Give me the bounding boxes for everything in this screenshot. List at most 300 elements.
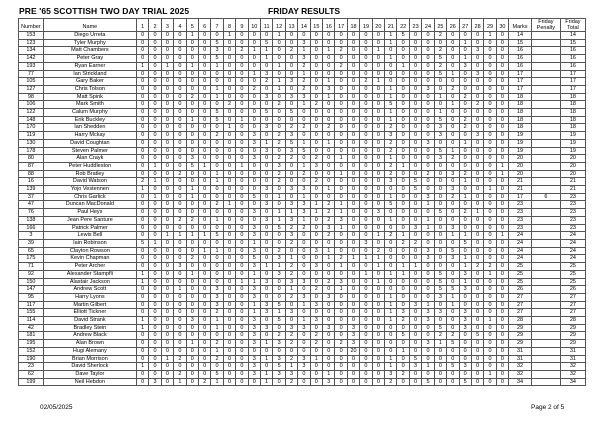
section-score-cell: 1 bbox=[397, 232, 409, 240]
section-score-cell: 0 bbox=[186, 178, 198, 186]
section-score-cell: 5 bbox=[447, 286, 459, 294]
rider-number-cell: 117 bbox=[19, 301, 44, 309]
section-score-cell: 0 bbox=[136, 232, 148, 240]
section-score-cell: 0 bbox=[298, 109, 310, 117]
marks-cell: 29 bbox=[509, 324, 532, 332]
section-score-cell: 1 bbox=[385, 355, 397, 363]
section-score-cell: 1 bbox=[385, 363, 397, 371]
section-score-cell: 0 bbox=[471, 124, 483, 132]
section-score-cell: 0 bbox=[471, 139, 483, 147]
section-score-cell: 0 bbox=[310, 309, 322, 317]
penalty-cell bbox=[531, 70, 560, 78]
section-score-cell: 0 bbox=[174, 209, 186, 217]
section-score-cell: 0 bbox=[422, 155, 434, 163]
section-score-cell: 0 bbox=[310, 116, 322, 124]
section-score-cell: 0 bbox=[360, 124, 372, 132]
section-score-cell: 0 bbox=[347, 186, 359, 194]
section-score-cell: 0 bbox=[347, 162, 359, 170]
section-score-cell: 5 bbox=[261, 109, 273, 117]
section-score-cell: 0 bbox=[347, 355, 359, 363]
section-score-cell: 1 bbox=[385, 32, 397, 40]
section-score-cell: 0 bbox=[186, 355, 198, 363]
section-score-cell: 0 bbox=[198, 370, 210, 378]
section-score-cell: 3 bbox=[459, 317, 471, 325]
section-score-cell: 1 bbox=[273, 32, 285, 40]
section-score-cell: 0 bbox=[409, 332, 421, 340]
marks-cell: 18 bbox=[509, 101, 532, 109]
section-score-cell: 1 bbox=[298, 193, 310, 201]
section-score-cell: 0 bbox=[136, 247, 148, 255]
marks-cell: 19 bbox=[509, 147, 532, 155]
penalty-cell bbox=[531, 209, 560, 217]
section-score-cell: 0 bbox=[186, 309, 198, 317]
section-score-cell: 0 bbox=[434, 363, 446, 371]
section-score-cell: 0 bbox=[285, 55, 297, 63]
section-score-cell: 0 bbox=[285, 247, 297, 255]
section-score-cell: 0 bbox=[434, 247, 446, 255]
table-row bbox=[19, 55, 586, 63]
section-score-cell: 1 bbox=[397, 263, 409, 271]
section-score-cell: 0 bbox=[161, 186, 173, 194]
section-score-cell: 3 bbox=[459, 286, 471, 294]
section-score-cell: 1 bbox=[397, 347, 409, 355]
marks-cell: 21 bbox=[509, 178, 532, 186]
section-score-cell: 5 bbox=[248, 255, 260, 263]
section-score-cell: 5 bbox=[273, 363, 285, 371]
rider-number-cell: 166 bbox=[19, 224, 44, 232]
rider-name-cell: Kevin Chapman bbox=[43, 255, 136, 263]
section-score-cell: 0 bbox=[136, 201, 148, 209]
section-score-cell: 0 bbox=[285, 85, 297, 93]
column-header-section: 30 bbox=[496, 19, 508, 32]
section-score-cell: 5 bbox=[273, 317, 285, 325]
table-row bbox=[19, 332, 586, 340]
section-score-cell: 5 bbox=[471, 332, 483, 340]
section-score-cell: 0 bbox=[484, 293, 496, 301]
section-score-cell: 0 bbox=[211, 147, 223, 155]
section-score-cell: 0 bbox=[261, 286, 273, 294]
section-score-cell: 0 bbox=[198, 270, 210, 278]
section-score-cell: 0 bbox=[198, 186, 210, 194]
section-score-cell: 1 bbox=[186, 62, 198, 70]
section-score-cell: 0 bbox=[261, 255, 273, 263]
section-score-cell: 0 bbox=[211, 124, 223, 132]
section-score-cell: 0 bbox=[484, 286, 496, 294]
section-score-cell: 0 bbox=[285, 170, 297, 178]
section-score-cell: 5 bbox=[447, 247, 459, 255]
section-score-cell: 2 bbox=[298, 224, 310, 232]
section-score-cell: 1 bbox=[198, 162, 210, 170]
marks-cell: 21 bbox=[509, 186, 532, 194]
section-score-cell: 0 bbox=[136, 286, 148, 294]
section-score-cell: 0 bbox=[261, 347, 273, 355]
section-score-cell: 0 bbox=[360, 162, 372, 170]
section-score-cell: 0 bbox=[471, 355, 483, 363]
section-score-cell: 0 bbox=[298, 32, 310, 40]
section-score-cell: 2 bbox=[385, 139, 397, 147]
total-cell: 34 bbox=[560, 378, 585, 386]
section-score-cell: 0 bbox=[397, 324, 409, 332]
section-score-cell: 0 bbox=[223, 317, 235, 325]
section-score-cell: 0 bbox=[198, 201, 210, 209]
section-score-cell: 2 bbox=[285, 332, 297, 340]
column-header-section: 9 bbox=[236, 19, 248, 32]
section-score-cell: 2 bbox=[323, 124, 335, 132]
section-score-cell: 0 bbox=[372, 147, 384, 155]
section-score-cell: 0 bbox=[223, 224, 235, 232]
rider-number-cell: 16 bbox=[19, 178, 44, 186]
rider-number-cell: 119 bbox=[19, 132, 44, 140]
marks-cell: 23 bbox=[509, 209, 532, 217]
section-score-cell: 0 bbox=[484, 85, 496, 93]
section-score-cell: 0 bbox=[385, 340, 397, 348]
section-score-cell: 0 bbox=[409, 347, 421, 355]
section-score-cell: 0 bbox=[447, 178, 459, 186]
penalty-cell bbox=[531, 332, 560, 340]
section-score-cell: 0 bbox=[149, 209, 161, 217]
section-score-cell: 0 bbox=[422, 263, 434, 271]
section-score-cell: 0 bbox=[397, 170, 409, 178]
section-score-cell: 3 bbox=[273, 370, 285, 378]
section-score-cell: 3 bbox=[285, 186, 297, 194]
section-score-cell: 0 bbox=[360, 85, 372, 93]
section-score-cell: 0 bbox=[471, 39, 483, 47]
section-score-cell: 0 bbox=[285, 162, 297, 170]
column-header-section: 13 bbox=[285, 19, 297, 32]
total-cell: 25 bbox=[560, 263, 585, 271]
section-score-cell: 0 bbox=[347, 209, 359, 217]
section-score-cell: 0 bbox=[335, 293, 347, 301]
marks-cell: 20 bbox=[509, 162, 532, 170]
section-score-cell: 0 bbox=[496, 370, 508, 378]
section-score-cell: 3 bbox=[248, 355, 260, 363]
section-score-cell: 3 bbox=[447, 255, 459, 263]
section-score-cell: 0 bbox=[484, 47, 496, 55]
section-score-cell: 1 bbox=[335, 201, 347, 209]
section-score-cell: 1 bbox=[372, 278, 384, 286]
section-score-cell: 0 bbox=[174, 247, 186, 255]
section-score-cell: 2 bbox=[385, 232, 397, 240]
section-score-cell: 0 bbox=[236, 340, 248, 348]
section-score-cell: 0 bbox=[471, 193, 483, 201]
section-score-cell: 1 bbox=[422, 363, 434, 371]
section-score-cell: 3 bbox=[298, 93, 310, 101]
rider-name-cell: Calum Murphy bbox=[43, 109, 136, 117]
section-score-cell: 0 bbox=[261, 162, 273, 170]
section-score-cell: 0 bbox=[447, 355, 459, 363]
section-score-cell: 0 bbox=[335, 147, 347, 155]
section-score-cell: 1 bbox=[186, 116, 198, 124]
penalty-cell bbox=[531, 116, 560, 124]
marks-cell: 31 bbox=[509, 355, 532, 363]
section-score-cell: 0 bbox=[385, 255, 397, 263]
section-score-cell: 0 bbox=[273, 239, 285, 247]
marks-cell: 27 bbox=[509, 301, 532, 309]
section-score-cell: 0 bbox=[285, 62, 297, 70]
section-score-cell: 3 bbox=[422, 255, 434, 263]
section-score-cell: 0 bbox=[136, 124, 148, 132]
section-score-cell: 1 bbox=[174, 286, 186, 294]
section-score-cell: 1 bbox=[323, 47, 335, 55]
section-score-cell: 0 bbox=[484, 324, 496, 332]
table-row bbox=[19, 224, 586, 232]
column-header-section: 20 bbox=[372, 19, 384, 32]
section-score-cell: 0 bbox=[285, 317, 297, 325]
section-score-cell: 2 bbox=[385, 147, 397, 155]
penalty-cell bbox=[531, 39, 560, 47]
page-footer bbox=[0, 404, 600, 414]
rider-name-cell: Matt Spink bbox=[43, 93, 136, 101]
section-score-cell: 0 bbox=[385, 247, 397, 255]
section-score-cell: 2 bbox=[285, 355, 297, 363]
rider-number-cell: 92 bbox=[19, 270, 44, 278]
section-score-cell: 0 bbox=[149, 301, 161, 309]
section-score-cell: 1 bbox=[434, 109, 446, 117]
section-score-cell: 2 bbox=[310, 332, 322, 340]
table-row bbox=[19, 286, 586, 294]
section-score-cell: 0 bbox=[198, 263, 210, 271]
section-score-cell: 1 bbox=[136, 324, 148, 332]
section-score-cell: 0 bbox=[198, 301, 210, 309]
section-score-cell: 0 bbox=[360, 193, 372, 201]
section-score-cell: 0 bbox=[149, 170, 161, 178]
section-score-cell: 0 bbox=[496, 363, 508, 371]
section-score-cell: 1 bbox=[236, 116, 248, 124]
penalty-cell bbox=[531, 32, 560, 40]
section-score-cell: 3 bbox=[347, 324, 359, 332]
section-score-cell: 2 bbox=[310, 178, 322, 186]
section-score-cell: 0 bbox=[434, 255, 446, 263]
section-score-cell: 0 bbox=[149, 278, 161, 286]
section-score-cell: 0 bbox=[496, 201, 508, 209]
rider-number-cell: 190 bbox=[19, 355, 44, 363]
section-score-cell: 0 bbox=[496, 155, 508, 163]
section-score-cell: 1 bbox=[236, 278, 248, 286]
section-score-cell: 0 bbox=[484, 155, 496, 163]
section-score-cell: 2 bbox=[174, 170, 186, 178]
section-score-cell: 5 bbox=[211, 109, 223, 117]
penalty-cell bbox=[531, 186, 560, 194]
section-score-cell: 0 bbox=[285, 70, 297, 78]
section-score-cell: 0 bbox=[211, 263, 223, 271]
marks-cell: 18 bbox=[509, 124, 532, 132]
section-score-cell: 0 bbox=[471, 293, 483, 301]
section-score-cell: 1 bbox=[372, 232, 384, 240]
section-score-cell: 0 bbox=[335, 239, 347, 247]
section-score-cell: 1 bbox=[372, 47, 384, 55]
section-score-cell: 0 bbox=[248, 201, 260, 209]
section-score-cell: 0 bbox=[360, 340, 372, 348]
section-score-cell: 0 bbox=[459, 247, 471, 255]
section-score-cell: 3 bbox=[422, 193, 434, 201]
marks-cell: 25 bbox=[509, 278, 532, 286]
section-score-cell: 0 bbox=[211, 270, 223, 278]
section-score-cell: 0 bbox=[360, 201, 372, 209]
section-score-cell: 0 bbox=[186, 224, 198, 232]
column-header-section: 6 bbox=[198, 19, 210, 32]
section-score-cell: 3 bbox=[285, 78, 297, 86]
section-score-cell: 0 bbox=[161, 347, 173, 355]
section-score-cell: 1 bbox=[248, 239, 260, 247]
section-score-cell: 3 bbox=[285, 309, 297, 317]
section-score-cell: 0 bbox=[261, 170, 273, 178]
section-score-cell: 3 bbox=[248, 209, 260, 217]
table-row bbox=[19, 209, 586, 217]
section-score-cell: 0 bbox=[161, 324, 173, 332]
rider-number-cell: 142 bbox=[19, 55, 44, 63]
section-score-cell: 3 bbox=[261, 201, 273, 209]
section-score-cell: 0 bbox=[335, 32, 347, 40]
section-score-cell: 0 bbox=[161, 78, 173, 86]
section-score-cell: 1 bbox=[261, 47, 273, 55]
section-score-cell: 1 bbox=[211, 178, 223, 186]
section-score-cell: 0 bbox=[447, 139, 459, 147]
section-score-cell: 1 bbox=[385, 317, 397, 325]
section-score-cell: 0 bbox=[447, 39, 459, 47]
rider-name-cell: Chris Garlick bbox=[43, 193, 136, 201]
section-score-cell: 0 bbox=[459, 293, 471, 301]
section-score-cell: 0 bbox=[211, 139, 223, 147]
column-header-section: 28 bbox=[471, 19, 483, 32]
section-score-cell: 1 bbox=[236, 162, 248, 170]
section-score-cell: 0 bbox=[484, 193, 496, 201]
section-score-cell: 0 bbox=[447, 239, 459, 247]
section-score-cell: 0 bbox=[347, 109, 359, 117]
section-score-cell: 0 bbox=[323, 332, 335, 340]
section-score-cell: 0 bbox=[186, 39, 198, 47]
section-score-cell: 1 bbox=[385, 85, 397, 93]
section-score-cell: 0 bbox=[397, 378, 409, 386]
section-score-cell: 3 bbox=[459, 309, 471, 317]
section-score-cell: 0 bbox=[447, 278, 459, 286]
marks-cell: 32 bbox=[509, 370, 532, 378]
section-score-cell: 1 bbox=[273, 85, 285, 93]
section-score-cell: 0 bbox=[323, 363, 335, 371]
section-score-cell: 0 bbox=[310, 224, 322, 232]
section-score-cell: 0 bbox=[347, 62, 359, 70]
section-score-cell: 2 bbox=[447, 155, 459, 163]
section-score-cell: 0 bbox=[323, 116, 335, 124]
section-score-cell: 0 bbox=[422, 109, 434, 117]
section-score-cell: 2 bbox=[385, 378, 397, 386]
table-row bbox=[19, 170, 586, 178]
section-score-cell: 0 bbox=[298, 132, 310, 140]
table-row bbox=[19, 139, 586, 147]
section-score-cell: 0 bbox=[484, 301, 496, 309]
total-cell: 27 bbox=[560, 301, 585, 309]
section-score-cell: 3 bbox=[248, 263, 260, 271]
section-score-cell: 0 bbox=[149, 55, 161, 63]
section-score-cell: 0 bbox=[484, 78, 496, 86]
section-score-cell: 5 bbox=[434, 70, 446, 78]
section-score-cell: 0 bbox=[397, 47, 409, 55]
section-score-cell: 0 bbox=[136, 39, 148, 47]
section-score-cell: 0 bbox=[198, 155, 210, 163]
section-score-cell: 1 bbox=[211, 85, 223, 93]
section-score-cell: 0 bbox=[174, 155, 186, 163]
table-row bbox=[19, 232, 586, 240]
section-score-cell: 0 bbox=[484, 55, 496, 63]
section-score-cell: 0 bbox=[310, 109, 322, 117]
section-score-cell: 1 bbox=[285, 363, 297, 371]
section-score-cell: 0 bbox=[409, 278, 421, 286]
section-score-cell: 1 bbox=[298, 317, 310, 325]
section-score-cell: 0 bbox=[149, 93, 161, 101]
column-header-section: 10 bbox=[248, 19, 260, 32]
section-score-cell: 0 bbox=[422, 55, 434, 63]
penalty-cell bbox=[531, 224, 560, 232]
section-score-cell: 0 bbox=[409, 32, 421, 40]
table-row bbox=[19, 186, 586, 194]
column-header-section: 5 bbox=[186, 19, 198, 32]
section-score-cell: 0 bbox=[186, 278, 198, 286]
section-score-cell: 2 bbox=[434, 62, 446, 70]
section-score-cell: 0 bbox=[422, 116, 434, 124]
section-score-cell: 0 bbox=[261, 132, 273, 140]
section-score-cell: 3 bbox=[248, 340, 260, 348]
section-score-cell: 0 bbox=[323, 347, 335, 355]
section-score-cell: 0 bbox=[496, 55, 508, 63]
section-score-cell: 0 bbox=[347, 116, 359, 124]
section-score-cell: 0 bbox=[434, 301, 446, 309]
section-score-cell: 0 bbox=[360, 370, 372, 378]
section-score-cell: 2 bbox=[298, 78, 310, 86]
section-score-cell: 0 bbox=[223, 239, 235, 247]
section-score-cell: 0 bbox=[323, 109, 335, 117]
rider-name-cell: Alexander Stampfli bbox=[43, 270, 136, 278]
section-score-cell: 0 bbox=[409, 378, 421, 386]
section-score-cell: 2 bbox=[285, 124, 297, 132]
section-score-cell: 0 bbox=[174, 47, 186, 55]
section-score-cell: 0 bbox=[298, 116, 310, 124]
section-score-cell: 0 bbox=[211, 162, 223, 170]
section-score-cell: 0 bbox=[459, 109, 471, 117]
section-score-cell: 2 bbox=[397, 370, 409, 378]
section-score-cell: 0 bbox=[236, 193, 248, 201]
total-cell: 20 bbox=[560, 155, 585, 163]
rider-name-cell: Clayton Rowson bbox=[43, 247, 136, 255]
section-score-cell: 0 bbox=[186, 370, 198, 378]
section-score-cell: 2 bbox=[273, 178, 285, 186]
rider-name-cell: Elliott Tickner bbox=[43, 309, 136, 317]
section-score-cell: 3 bbox=[285, 132, 297, 140]
section-score-cell: 0 bbox=[223, 378, 235, 386]
column-header-section: 12 bbox=[273, 19, 285, 32]
section-score-cell: 0 bbox=[323, 286, 335, 294]
penalty-cell bbox=[531, 255, 560, 263]
section-score-cell: 1 bbox=[459, 232, 471, 240]
section-score-cell: 0 bbox=[347, 239, 359, 247]
section-score-cell: 0 bbox=[323, 340, 335, 348]
section-score-cell: 0 bbox=[471, 239, 483, 247]
section-score-cell: 0 bbox=[360, 216, 372, 224]
column-header-section: 24 bbox=[422, 19, 434, 32]
section-score-cell: 1 bbox=[298, 216, 310, 224]
total-cell: 17 bbox=[560, 78, 585, 86]
section-score-cell: 3 bbox=[261, 309, 273, 317]
section-score-cell: 1 bbox=[186, 32, 198, 40]
section-score-cell: 0 bbox=[397, 363, 409, 371]
table-row bbox=[19, 378, 586, 386]
section-score-cell: 1 bbox=[186, 232, 198, 240]
section-score-cell: 0 bbox=[323, 317, 335, 325]
column-header-section: 19 bbox=[360, 19, 372, 32]
section-score-cell: 1 bbox=[496, 170, 508, 178]
section-score-cell: 0 bbox=[198, 324, 210, 332]
table-row bbox=[19, 193, 586, 201]
section-score-cell: 0 bbox=[397, 155, 409, 163]
section-score-cell: 3 bbox=[335, 216, 347, 224]
